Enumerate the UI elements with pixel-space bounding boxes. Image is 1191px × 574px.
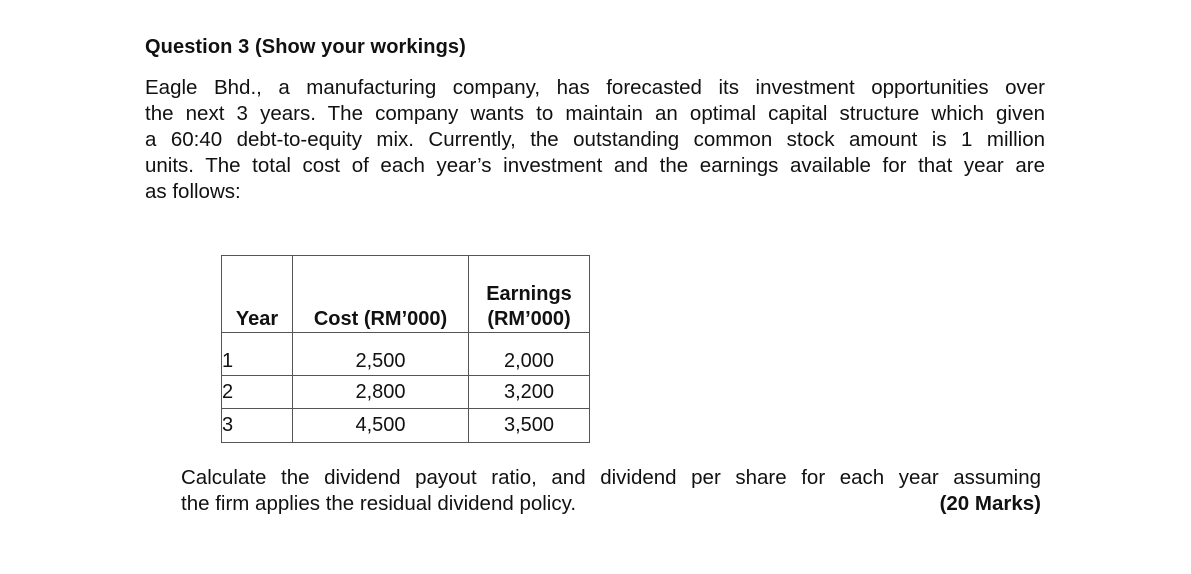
cell-cost: 4,500 [293,409,469,443]
investment-table [221,255,590,443]
cell-cost: 2,800 [293,376,469,409]
header-cost: Cost (RM’000) [293,256,469,333]
header-earnings-line2: (RM’000) [487,308,571,330]
intro-line: as follows: [145,180,241,203]
cell-earnings: 3,500 [469,409,590,443]
cell-year: 2 [222,376,293,409]
header-year: Year [222,256,293,333]
table-row [222,333,590,376]
task-line-with-marks [181,491,1041,517]
table-header-row [222,256,590,333]
table-row [222,409,590,443]
task-line: the firm applies the residual dividend policy. [181,492,577,515]
task-paragraph [181,465,1041,517]
question-title: Question 3 (Show your workings) [145,36,466,58]
marks-label: (20 Marks) [939,492,1041,515]
intro-line: the next 3 years. The company wants to maintain an optimal capital structure which given [145,102,1045,125]
intro-line: Eagle Bhd., a manufacturing company, has forecasted its investment opportunities over [145,76,1045,99]
cell-cost: 2,500 [293,333,469,376]
cell-earnings: 2,000 [469,333,590,376]
task-line: Calculate the dividend payout ratio, and dividend per share for each year assuming [181,466,1041,489]
header-earnings-line1: Earnings [486,283,572,305]
cell-year: 3 [222,409,293,443]
cell-earnings: 3,200 [469,376,590,409]
intro-line: a 60:40 debt-to-equity mix. Currently, the outstanding common stock amount is 1 million [145,128,1045,151]
header-earnings [469,256,590,333]
question-intro-paragraph [145,75,1045,205]
intro-line: units. The total cost of each year’s investment and the earnings available for that year are [145,154,1045,177]
cell-year: 1 [222,333,293,376]
table-row [222,376,590,409]
